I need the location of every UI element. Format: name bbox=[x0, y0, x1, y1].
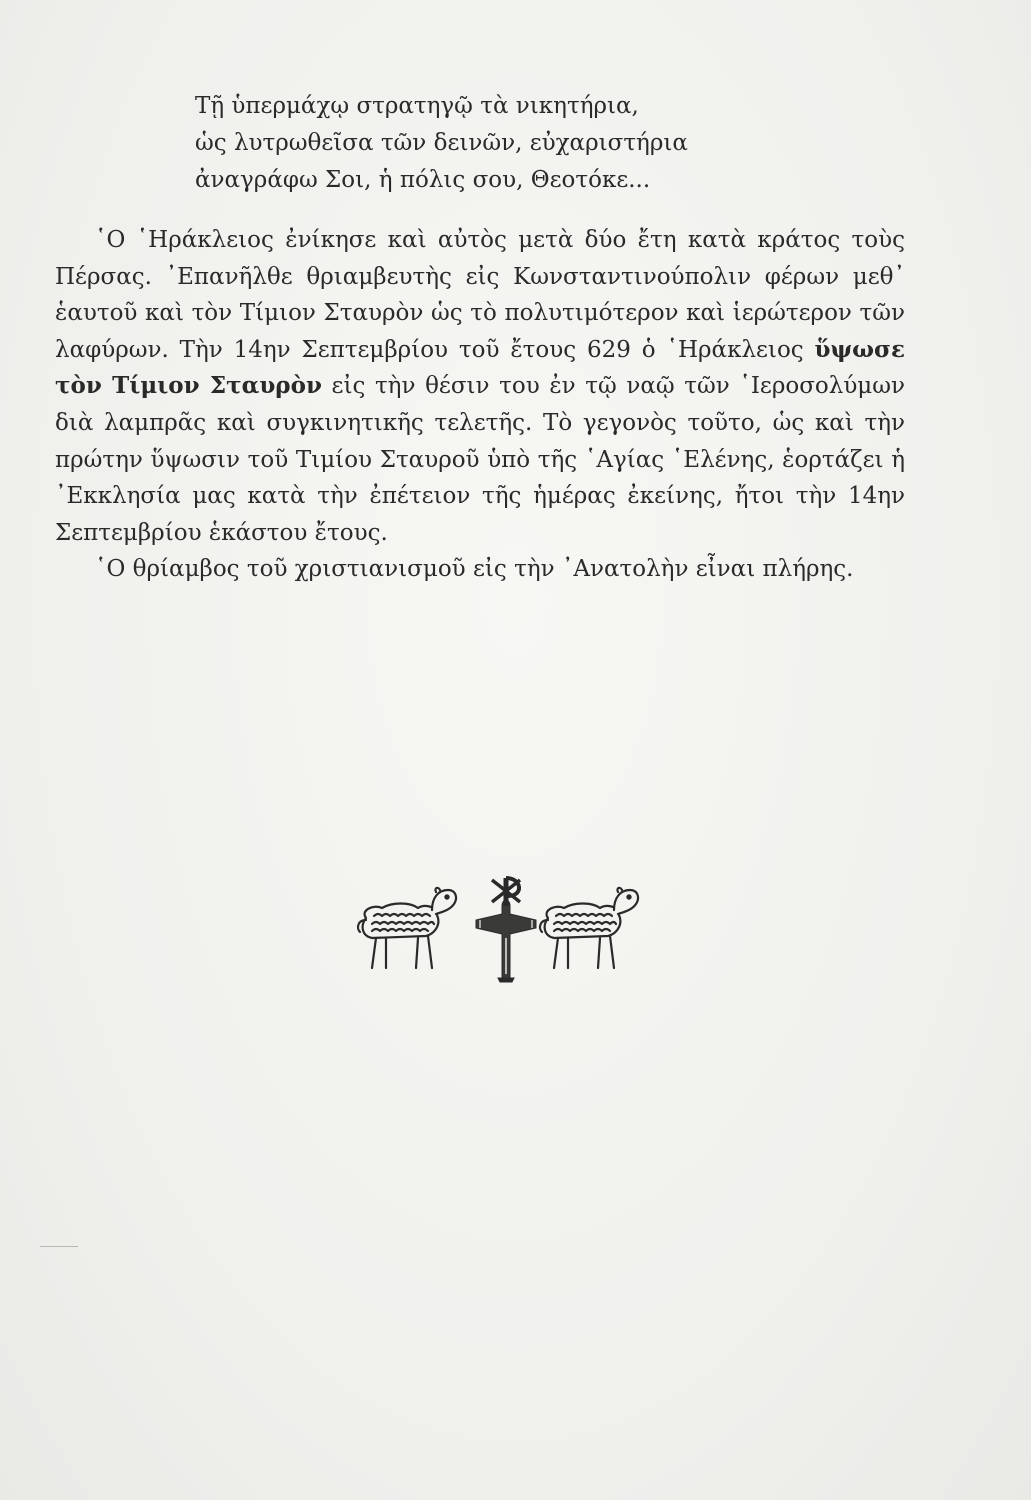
paragraph-triumph: ῾Ο θρίαμβος τοῦ χριστιανισμοῦ εἰς τὴν ᾽Ανατολὴν εἶναι πλήρης. bbox=[95, 556, 854, 583]
right-lamb-icon bbox=[540, 888, 638, 968]
verse-line-2: ὡς λυτρωθεῖσα τῶν δεινῶν, εὐχαριστήρια bbox=[195, 130, 688, 156]
paragraph-1-part-1: ῾Ο ῾Ηράκλειος ἐνίκησε καὶ αὐτὸς μετὰ δύο ἔτη κατὰ κράτος τοὺς Πέρσας. ᾽Επανῆλθε θριαμβευτὴς εἰς Κωνσταντινούπολιν φέρων μεθ᾽ ἑαυτοῦ καὶ τὸν Τίμιον Σταυρὸν ὡς τὸ πολυτιμότερον καὶ ἱερώτερον τῶν λαφύρων. Τὴν 14ην Σεπτεμβρίου τοῦ ἔτους 629 ὁ ῾Ηράκλειος bbox=[55, 227, 905, 363]
hymn-verse bbox=[195, 88, 835, 199]
paragraph-heraclius bbox=[55, 222, 905, 551]
page-mark bbox=[40, 1246, 78, 1247]
paragraph-1-part-2: εἰς τὴν θέσιν του ἐν τῷ ναῷ τῶν ῾Ιεροσολύμων διὰ λαμπρᾶς καὶ συγκινητικῆς τελετῆς. Τὸ γεγονὸς τοῦτο, ὡς καὶ τὴν πρώτην ὕψωσιν τοῦ Τιμίου Σταυροῦ ὑπὸ τῆς ῾Αγίας ῾Ελένης, ἑορτάζει ἡ ᾽Εκκλησία μας κατὰ τὴν ἐπέτειον τῆς ἡμέρας ἐκείνης, ἤτοι τὴν 14ην Σεπτεμβρίου ἑκάστου ἔτους. bbox=[55, 373, 905, 546]
left-lamb-icon bbox=[358, 888, 456, 968]
bold-phrase: ὕψωσε τὸν Τίμιον Σταυρὸν bbox=[55, 335, 905, 400]
lambs-and-cross-ornament bbox=[352, 868, 674, 992]
verse-line-1: Τῇ ὑπερμάχῳ στρατηγῷ τὰ νικητήρια, bbox=[195, 93, 639, 119]
main-text bbox=[55, 222, 905, 588]
chi-rho-cross-icon bbox=[476, 878, 536, 982]
verse-line-3: ἀναγράφω Σοι, ἡ πόλις σου, Θεοτόκε... bbox=[195, 167, 651, 193]
